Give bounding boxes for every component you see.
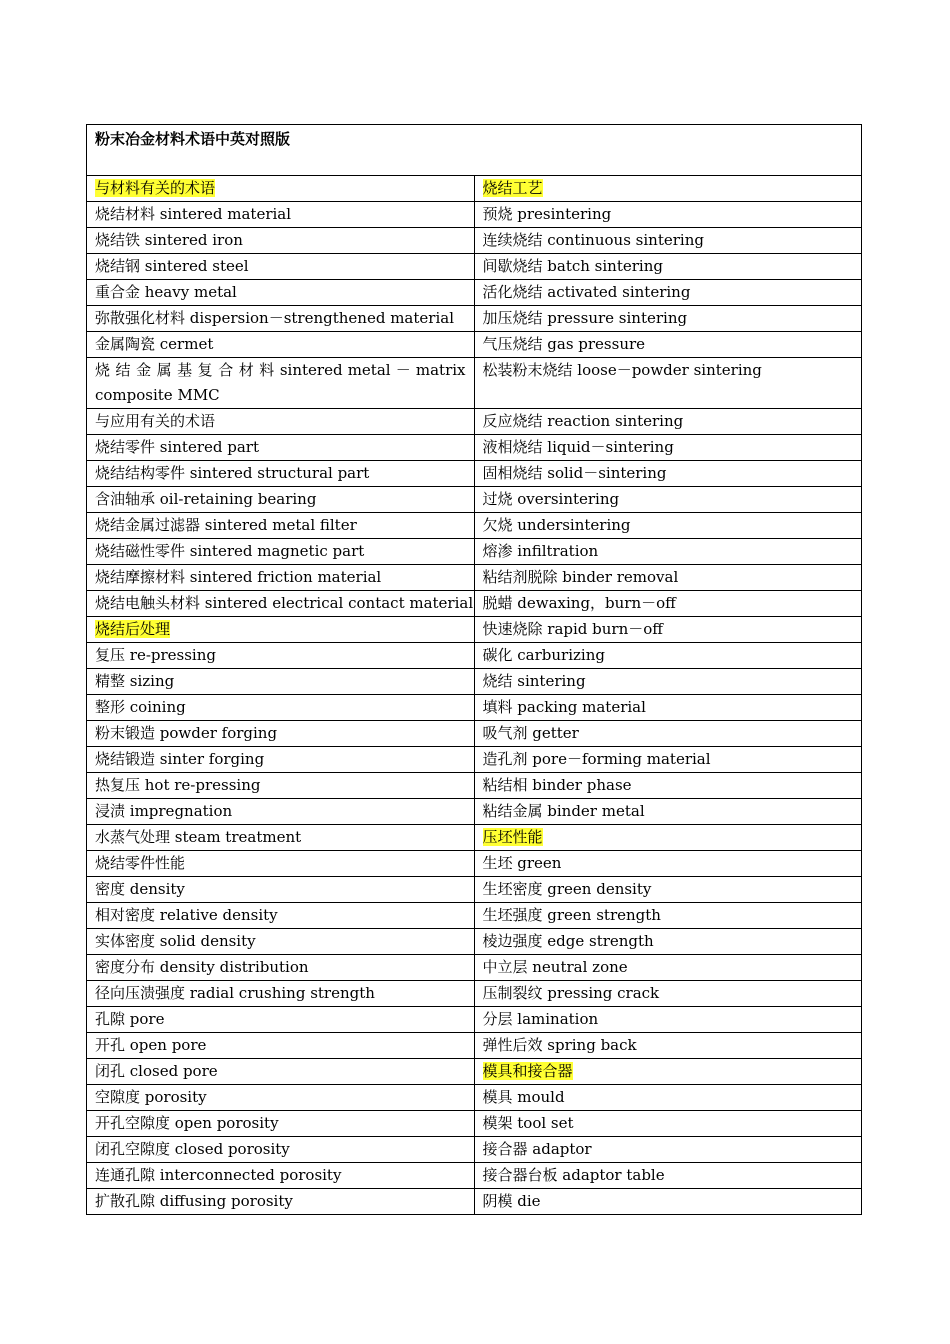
right-term-cell: [474, 409, 862, 435]
term-text: 烧结零件 sintered part: [95, 438, 259, 456]
right-term-cell: [474, 1085, 862, 1111]
term-text: 热复压 hot re-pressing: [95, 776, 261, 794]
term-row: [87, 1163, 862, 1189]
right-term-cell: [474, 176, 862, 202]
right-term-cell: [474, 228, 862, 254]
term-text: 连通孔隙 interconnected porosity: [95, 1166, 342, 1184]
left-term-cell: [87, 1137, 475, 1163]
term-text: 预烧 presintering: [482, 205, 612, 223]
term-text: 粘结相 binder phase: [482, 776, 632, 794]
term-text: 气压烧结 gas pressure: [482, 335, 646, 353]
term-text: 弥散强化材料 dispersion－strengthened material: [95, 309, 454, 327]
left-term-cell: [87, 929, 475, 955]
term-row: [87, 358, 862, 409]
term-row: [87, 773, 862, 799]
right-term-cell: [474, 332, 862, 358]
right-term-cell: [474, 1137, 862, 1163]
right-term-cell: [474, 721, 862, 747]
left-term-cell: [87, 1033, 475, 1059]
left-term-cell: [87, 1111, 475, 1137]
term-text: 模架 tool set: [482, 1114, 574, 1132]
term-row: [87, 202, 862, 228]
left-term-cell: [87, 955, 475, 981]
right-term-cell: [474, 981, 862, 1007]
left-term-cell: [87, 747, 475, 773]
term-text: 生坯 green: [482, 854, 562, 872]
term-text: 密度 density: [95, 880, 185, 898]
term-row: [87, 1085, 862, 1111]
left-term-cell: [87, 695, 475, 721]
left-term-cell: [87, 539, 475, 565]
section-heading: 模具和接合器: [482, 1062, 573, 1080]
left-term-cell: [87, 981, 475, 1007]
right-term-cell: [474, 1033, 862, 1059]
right-term-cell: [474, 695, 862, 721]
term-row: [87, 228, 862, 254]
left-term-cell: [87, 1059, 475, 1085]
left-term-cell: [87, 461, 475, 487]
right-term-cell: [474, 955, 862, 981]
right-term-cell: [474, 851, 862, 877]
term-row: [87, 1007, 862, 1033]
term-text: 压制裂纹 pressing crack: [482, 984, 660, 1002]
term-text: 烧结结构零件 sintered structural part: [95, 464, 370, 482]
term-text: 烧结铁 sintered iron: [95, 231, 243, 249]
term-text: 烧结锻造 sinter forging: [95, 750, 265, 768]
term-text: 快速烧除 rapid burn－off: [482, 620, 663, 638]
term-row: [87, 695, 862, 721]
term-row: [87, 513, 862, 539]
right-term-cell: [474, 1163, 862, 1189]
right-term-cell: [474, 565, 862, 591]
term-text: 相对密度 relative density: [95, 906, 278, 924]
left-term-cell: [87, 903, 475, 929]
term-text: 密度分布 density distribution: [95, 958, 309, 976]
right-term-cell: [474, 539, 862, 565]
right-term-cell: [474, 877, 862, 903]
term-text: 阴模 die: [482, 1192, 541, 1210]
left-term-cell: [87, 565, 475, 591]
term-row: [87, 799, 862, 825]
term-text: 模具 mould: [482, 1088, 565, 1106]
left-term-cell: [87, 228, 475, 254]
term-text: 连续烧结 continuous sintering: [482, 231, 704, 249]
left-term-cell: [87, 1189, 475, 1215]
term-text: 造孔剂 pore－forming material: [482, 750, 711, 768]
term-text: 熔渗 infiltration: [482, 542, 599, 560]
right-term-cell: [474, 773, 862, 799]
term-row: [87, 539, 862, 565]
left-term-cell: [87, 435, 475, 461]
term-row: [87, 721, 862, 747]
right-term-cell: [474, 825, 862, 851]
term-row: [87, 1137, 862, 1163]
term-row: [87, 929, 862, 955]
term-text: 整形 coining: [95, 698, 186, 716]
term-text: 空隙度 porosity: [95, 1088, 207, 1106]
section-heading: 压坯性能: [482, 828, 543, 846]
left-term-cell: [87, 669, 475, 695]
left-term-cell: [87, 851, 475, 877]
term-text: 闭孔空隙度 closed porosity: [95, 1140, 290, 1158]
term-row: [87, 591, 862, 617]
right-term-cell: [474, 1007, 862, 1033]
term-row: [87, 461, 862, 487]
term-text: 松装粉末烧结 loose－powder sintering: [482, 361, 762, 379]
glossary-table-body: [87, 125, 862, 1215]
left-term-cell: [87, 409, 475, 435]
term-text: 生坯密度 green density: [482, 880, 652, 898]
term-row: [87, 617, 862, 643]
term-text: 脱蜡 dewaxing，burn－off: [482, 594, 676, 612]
right-term-cell: [474, 202, 862, 228]
term-row: [87, 565, 862, 591]
term-text: 接合器台板 adaptor table: [482, 1166, 665, 1184]
term-text: 烧结钢 sintered steel: [95, 257, 249, 275]
term-text: 过烧 oversintering: [482, 490, 620, 508]
left-term-cell: [87, 358, 475, 409]
term-row: [87, 747, 862, 773]
term-text: 分层 lamination: [482, 1010, 599, 1028]
term-row: [87, 409, 862, 435]
term-text: 金属陶瓷 cermet: [95, 335, 214, 353]
term-row: [87, 643, 862, 669]
right-term-cell: [474, 306, 862, 332]
left-term-cell: [87, 799, 475, 825]
term-row: [87, 1059, 862, 1085]
left-term-cell: [87, 1085, 475, 1111]
left-term-cell: [87, 1163, 475, 1189]
left-term-cell: [87, 643, 475, 669]
term-text: 烧结材料 sintered material: [95, 205, 292, 223]
term-row: [87, 280, 862, 306]
term-text: 碳化 carburizing: [482, 646, 605, 664]
right-term-cell: [474, 280, 862, 306]
term-text: 扩散孔隙 diffusing porosity: [95, 1192, 293, 1210]
left-term-cell: [87, 176, 475, 202]
term-text: 烧结磁性零件 sintered magnetic part: [95, 542, 365, 560]
left-term-cell: [87, 280, 475, 306]
term-text: 烧结 sintering: [482, 672, 586, 690]
left-term-cell: [87, 721, 475, 747]
term-row: [87, 669, 862, 695]
left-term-cell: [87, 773, 475, 799]
term-text: 欠烧 undersintering: [482, 516, 631, 534]
term-row: [87, 176, 862, 202]
right-term-cell: [474, 747, 862, 773]
term-row: [87, 955, 862, 981]
right-term-cell: [474, 617, 862, 643]
left-term-cell: [87, 306, 475, 332]
term-text: 反应烧结 reaction sintering: [482, 412, 684, 430]
term-row: [87, 825, 862, 851]
term-row: [87, 306, 862, 332]
right-term-cell: [474, 669, 862, 695]
right-term-cell: [474, 591, 862, 617]
term-text: 填料 packing material: [482, 698, 646, 716]
term-text: 复压 re-pressing: [95, 646, 216, 664]
right-term-cell: [474, 929, 862, 955]
section-heading: 与材料有关的术语: [95, 179, 216, 197]
term-text: 精整 sizing: [95, 672, 175, 690]
term-row: [87, 1033, 862, 1059]
term-row: [87, 981, 862, 1007]
section-heading: 烧结工艺: [482, 179, 543, 197]
term-text: 粉末锻造 powder forging: [95, 724, 278, 742]
right-term-cell: [474, 799, 862, 825]
term-text: 间歇烧结 batch sintering: [482, 257, 663, 275]
title-row: [87, 125, 862, 176]
term-row: [87, 254, 862, 280]
left-term-cell: [87, 487, 475, 513]
term-text: 棱边强度 edge strength: [482, 932, 654, 950]
term-row: [87, 1189, 862, 1215]
term-text: 粘结金属 binder metal: [482, 802, 645, 820]
term-text: 烧 结 金 属 基 复 合 材 料 sintered metal － matrix composite MMC: [95, 361, 466, 404]
right-term-cell: [474, 903, 862, 929]
left-term-cell: [87, 202, 475, 228]
term-row: [87, 435, 862, 461]
right-term-cell: [474, 435, 862, 461]
term-text: 水蒸气处理 steam treatment: [95, 828, 302, 846]
term-text: 接合器 adaptor: [482, 1140, 592, 1158]
term-text: 重合金 heavy metal: [95, 283, 237, 301]
term-text: 中立层 neutral zone: [482, 958, 628, 976]
term-text: 开孔 open pore: [95, 1036, 207, 1054]
document-title: 粉末冶金材料术语中英对照版: [87, 125, 862, 176]
term-text: 烧结金属过滤器 sintered metal filter: [95, 516, 357, 534]
term-text: 加压烧结 pressure sintering: [482, 309, 688, 327]
term-text: 径向压溃强度 radial crushing strength: [95, 984, 375, 1002]
term-text: 弹性后效 spring back: [482, 1036, 637, 1054]
term-text: 生坯强度 green strength: [482, 906, 661, 924]
left-term-cell: [87, 513, 475, 539]
term-text: 开孔空隙度 open porosity: [95, 1114, 279, 1132]
term-text: 与应用有关的术语: [95, 412, 216, 430]
term-row: [87, 332, 862, 358]
glossary-table: [86, 124, 862, 1215]
left-term-cell: [87, 332, 475, 358]
term-text: 含油轴承 oil-retaining bearing: [95, 490, 317, 508]
section-heading: 烧结后处理: [95, 620, 171, 638]
term-row: [87, 903, 862, 929]
term-text: 孔隙 pore: [95, 1010, 165, 1028]
right-term-cell: [474, 643, 862, 669]
right-term-cell: [474, 1059, 862, 1085]
left-term-cell: [87, 591, 475, 617]
term-text: 烧结电触头材料 sintered electrical contact material: [95, 594, 474, 612]
left-term-cell: [87, 877, 475, 903]
term-row: [87, 851, 862, 877]
right-term-cell: [474, 513, 862, 539]
term-text: 烧结零件性能: [95, 854, 186, 872]
right-term-cell: [474, 358, 862, 409]
right-term-cell: [474, 1189, 862, 1215]
right-term-cell: [474, 1111, 862, 1137]
term-text: 浸渍 impregnation: [95, 802, 233, 820]
left-term-cell: [87, 617, 475, 643]
term-text: 实体密度 solid density: [95, 932, 256, 950]
term-text: 活化烧结 activated sintering: [482, 283, 691, 301]
term-text: 闭孔 closed pore: [95, 1062, 218, 1080]
left-term-cell: [87, 825, 475, 851]
term-row: [87, 1111, 862, 1137]
term-text: 固相烧结 solid－sintering: [482, 464, 667, 482]
glossary-sheet: [86, 124, 862, 1215]
term-row: [87, 487, 862, 513]
right-term-cell: [474, 461, 862, 487]
right-term-cell: [474, 487, 862, 513]
left-term-cell: [87, 254, 475, 280]
term-text: 烧结摩擦材料 sintered friction material: [95, 568, 382, 586]
left-term-cell: [87, 1007, 475, 1033]
term-text: 粘结剂脱除 binder removal: [482, 568, 679, 586]
term-row: [87, 877, 862, 903]
term-text: 吸气剂 getter: [482, 724, 579, 742]
term-text: 液相烧结 liquid－sintering: [482, 438, 674, 456]
right-term-cell: [474, 254, 862, 280]
